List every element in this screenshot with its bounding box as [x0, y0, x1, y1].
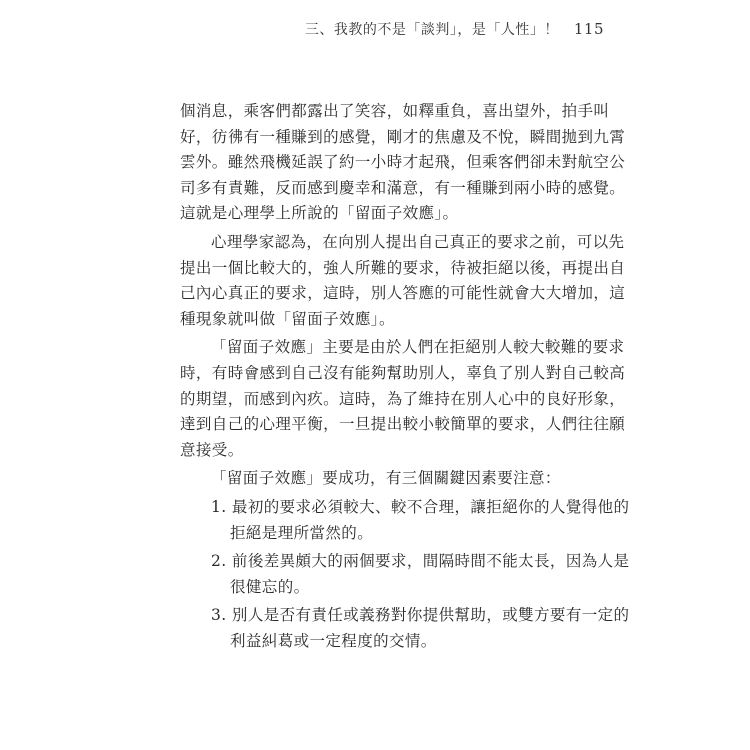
- page-number: 115: [573, 20, 604, 38]
- text-line: 司多有責難，反而感到慶幸和滿意，有一種賺到兩小時的感覺。: [180, 178, 626, 197]
- list-item-continuation: 利益糾葛或一定程度的交情。: [230, 631, 437, 650]
- list-item: [180, 549, 630, 600]
- text-line: 「留面子效應」要成功，有三個關鍵因素要注意：: [211, 469, 561, 488]
- chapter-title: 三、我教的不是「談判」，是「人性」！: [304, 22, 559, 38]
- text-line: 這就是心理學上所說的「留面子效應」。: [180, 204, 459, 223]
- list-item-first-line: 3. 別人是否有責任或義務對你提供幫助，或雙方要有一定的: [211, 606, 630, 625]
- list-item: [180, 603, 630, 654]
- text-line: 「留面子效應」主要是由於人們在拒絕別人較大較難的要求: [211, 338, 625, 357]
- running-header: [305, 19, 604, 39]
- list-item: [180, 495, 630, 546]
- list-item-first-line: 1. 最初的要求必須較大、較不合理，讓拒絕你的人覺得他的: [211, 497, 630, 516]
- text-line: 個消息，乘客們都露出了笑容，如釋重負，喜出望外，拍手叫: [180, 102, 610, 120]
- text-line: 意接受。: [180, 440, 244, 459]
- list-item-continuation: 很健忘的。: [230, 577, 310, 596]
- text-line: 的期望，而感到內疚。這時，為了維持在別人心中的良好形象，: [180, 389, 626, 408]
- list-item-continuation: 拒絕是理所當然的。: [230, 523, 374, 542]
- text-line: 達到自己的心理平衡，一旦提出較小較簡單的要求，人們往往願: [180, 415, 626, 434]
- text-line: 己內心真正的要求，這時，別人答應的可能性就會大大增加，這: [180, 284, 626, 303]
- paragraph-4: [180, 466, 580, 492]
- text-line: 雲外。雖然飛機延誤了約一小時才起飛，但乘客們卻未對航空公: [180, 153, 626, 172]
- paragraph-2: [180, 230, 626, 332]
- text-line: 心理學家認為，在向別人提出自己真正的要求之前，可以先: [211, 232, 625, 251]
- text-line: 種現象就叫做「留面子效應」。: [180, 309, 395, 328]
- paragraph-1: [180, 99, 626, 227]
- paragraph-3: [180, 335, 626, 463]
- body-text: [180, 99, 630, 654]
- numbered-list: [180, 495, 630, 655]
- text-line: 提出一個比較大的，強人所難的要求，待被拒絕以後，再提出自: [180, 258, 626, 277]
- text-line: 時，有時會感到自己沒有能夠幫助別人，辜負了別人對自己較高: [180, 363, 626, 382]
- text-line: 好，彷彿有一種賺到的感覺，剛才的焦慮及不悅，瞬間拋到九霄: [180, 127, 626, 146]
- list-item-first-line: 2. 前後差異頗大的兩個要求，間隔時間不能太長，因為人是: [211, 552, 630, 571]
